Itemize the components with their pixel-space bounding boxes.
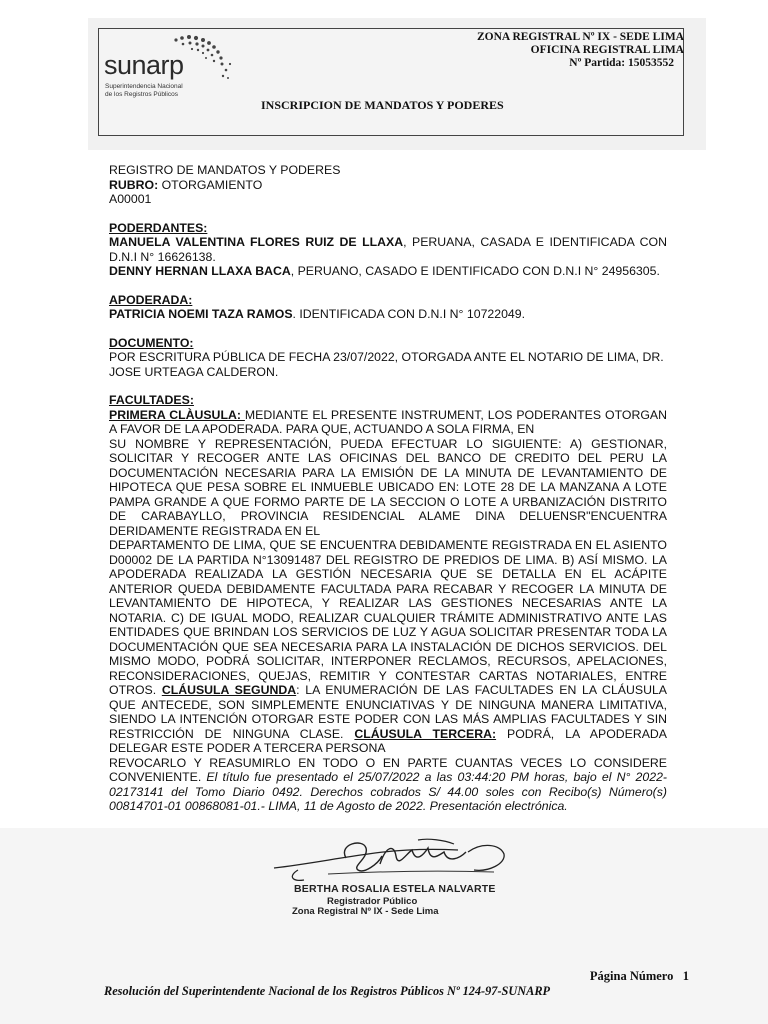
zona-registral: ZONA REGISTRAL Nº IX - SEDE LIMA bbox=[476, 31, 684, 43]
asiento-code: A00001 bbox=[109, 192, 152, 206]
logo-wordmark: sunarp bbox=[104, 50, 184, 80]
facultades-paragraph-3 bbox=[109, 538, 667, 756]
logo-subtitle bbox=[105, 83, 183, 99]
rubro-line bbox=[109, 178, 667, 193]
poderdantes-heading: PODERDANTES: bbox=[109, 220, 208, 235]
logo-subtitle-line-2: de los Registros Públicos bbox=[105, 91, 178, 98]
poderdante-1 bbox=[109, 235, 667, 264]
documento-heading: DOCUMENTO: bbox=[109, 335, 194, 350]
tercera-clausula-label: CLÁUSULA TERCERA: bbox=[354, 726, 497, 741]
primera-clausula-text: MEDIANTE EL PRESENTE INSTRUMENT, LOS PODERANTES OTORGAN A FAVOR DE LA APODERADA. PARA QUE, ACTUANDO A SOLA FIRMA, EN bbox=[109, 407, 667, 436]
registro-line: REGISTRO DE MANDATOS Y PODERES bbox=[109, 163, 341, 177]
logo-subtitle-line-1: Superintendencia Nacional bbox=[105, 83, 183, 90]
presentacion-note: El título fue presentado el 25/07/2022 a las 03:44:20 PM horas, bajo el N° 2022-02173141 del Tomo Diario 0492. Derechos cobrados S/ 44.00 soles con Recibo(s) Número(s) 00814701-01 00868081-01.- LIMA, 11 de Agosto de 2022. Presentación electrónica. bbox=[109, 770, 667, 813]
segunda-clausula-text: : LA ENUMERACIÓN DE LAS FACULTADES EN LA CLÁUSULA QUE ANTECEDE, SON SIMPLEMENTE ENUNCIATIVAS Y DE NINGUNA MANERA LIMITATIVA, SIENDO LA INTENCIÓN OTORGAR ESTE PODER CON LAS MÁS AMPLIAS FACULTADES Y SIN RESTRICCIÓN DE NINGUNA CLASE. bbox=[109, 683, 667, 741]
registrar-role: Registrador Público bbox=[327, 896, 418, 907]
footer-resolution: Resolución del Superintendente Nacional de los Registros Públicos Nº 124-97-SUNARP bbox=[104, 984, 551, 998]
signature-icon bbox=[268, 834, 518, 890]
poderdante-2-details: , PERUANO, CASADO E IDENTIFICADO CON D.N.I N° 24956305. bbox=[290, 264, 660, 278]
poderdante-2 bbox=[109, 264, 667, 279]
apoderada-name: PATRICIA NOEMI TAZA RAMOS bbox=[109, 307, 293, 321]
registrar-zone: Zona Registral Nº IX - Sede Lima bbox=[292, 906, 439, 917]
page-number: Página Número 1 bbox=[589, 969, 689, 983]
primera-clausula-label: PRIMERA CLÀUSULA: bbox=[109, 407, 245, 422]
document-title: INSCRIPCION DE MANDATOS Y PODERES bbox=[261, 98, 504, 112]
facultades-paragraph-4 bbox=[109, 756, 667, 814]
registrar-name: BERTHA ROSALIA ESTELA NALVARTE bbox=[294, 883, 496, 895]
apoderada-heading: APODERADA: bbox=[109, 292, 193, 307]
apoderada-details: . IDENTIFICADA CON D.N.I N° 10722049. bbox=[292, 307, 526, 321]
partida-number: Nº Partida: 15053552 bbox=[569, 57, 674, 69]
poderdante-1-name: MANUELA VALENTINA FLORES RUIZ DE LLAXA bbox=[109, 235, 404, 249]
tercera-clausula-text: PODRÁ, LA APODERADA DELEGAR ESTE PODER A TERCERA PERSONA bbox=[109, 726, 668, 755]
facultades-paragraph-1 bbox=[109, 408, 667, 437]
facultades-text-4: REVOCARLO Y REASUMIRLO EN TODO O EN PARTE CUANTAS VECES LO CONSIDERE CONVENIENTE. bbox=[109, 755, 667, 784]
apoderada-line bbox=[109, 307, 667, 322]
segunda-clausula-label: CLÁUSULA SEGUNDA bbox=[161, 683, 297, 697]
rubro-label: RUBRO: bbox=[109, 177, 159, 192]
poderdante-1-details: , PERUANA, CASADA E IDENTIFICADA CON D.N.I N° 16626138. bbox=[109, 235, 667, 264]
document-body bbox=[109, 163, 667, 814]
facultades-text-3: DEPARTAMENTO DE LIMA, QUE SE ENCUENTRA DEBIDAMENTE REGISTRADA EN EL ASIENTO D00002 DE LA PARTIDA N°13091487 DEL REGISTRO DE PREDIOS DE LIMA. B) ASÍ MISMO. LA APODERADA REALIZADA LA GESTIÓN NECESARIA QUE SE DETALLA EN EL ACÁPITE ANTERIOR QUEDA DEBIDAMENTE FACULTADA PARA RECABAR Y RECOGER LA MINUTA DE LEVANTAMIENTO DE HIPOTECA, Y REALIZAR LAS GESTIONES NECESARIAS ANTE LA NOTARIA. C) DE IGUAL MODO, REALIZAR CUALQUIER TRÁMITE ADMINISTRATIVO ANTE LAS ENTIDADES QUE BRINDAN LOS SERVICIOS DE LUZ Y AGUA SOLICITAR PRESENTAR TODA LA DOCUMENTACIÓN QUE SEA NECESARIA PARA LA INSTALACIÓN DE DICHOS SERVICIOS. DEL MISMO MODO, PODRÁ SOLICITAR, INTERPONER RECLAMOS, RECURSOS, APELACIONES, RECONSIDERACIONES, QUEJAS, REMITIR Y CONTESTAR CARTAS NOTARIALES, ENTRE OTROS. bbox=[109, 538, 667, 697]
facultades-paragraph-2: SU NOMBRE Y REPRESENTACIÓN, PUEDA EFECTUAR LO SIGUIENTE: A) GESTIONAR, SOLICITAR Y RECOGER ANTE LAS OFICINAS DEL BANCO DE CREDITO DEL PERU LA DOCUMENTACIÓN NECESARIA PARA LA EMISIÓN DE LA MINUTA DE LEVANTAMIENTO DE HIPOTECA QUE PESA SOBRE EL INMUEBLE UBICADO EN: LOTE 28 DE LA MANZANA A LOTE PAMPA GRANDE A QUE FORMO PARTE DE LA SECCION O LOTE A URBANIZACIÓN DISTRITO DE CARABAYLLO, PROVINCIA RESIDENCIAL ALAME DINA DELUENSR"ENCUENTRA DERIDAMENTE REGISTRADA EN EL bbox=[109, 436, 667, 538]
poderdante-2-name: DENNY HERNAN LLAXA BACA bbox=[109, 264, 291, 278]
rubro-value: OTORGAMIENTO bbox=[158, 177, 263, 192]
documento-text: POR ESCRITURA PÚBLICA DE FECHA 23/07/2022, OTORGADA ANTE EL NOTARIO DE LIMA, DR. JOSE URTEAGA CALDERON. bbox=[109, 350, 664, 379]
facultades-heading: FACULTADES: bbox=[109, 393, 194, 407]
oficina-registral: OFICINA REGISTRAL LIMA bbox=[530, 44, 684, 56]
